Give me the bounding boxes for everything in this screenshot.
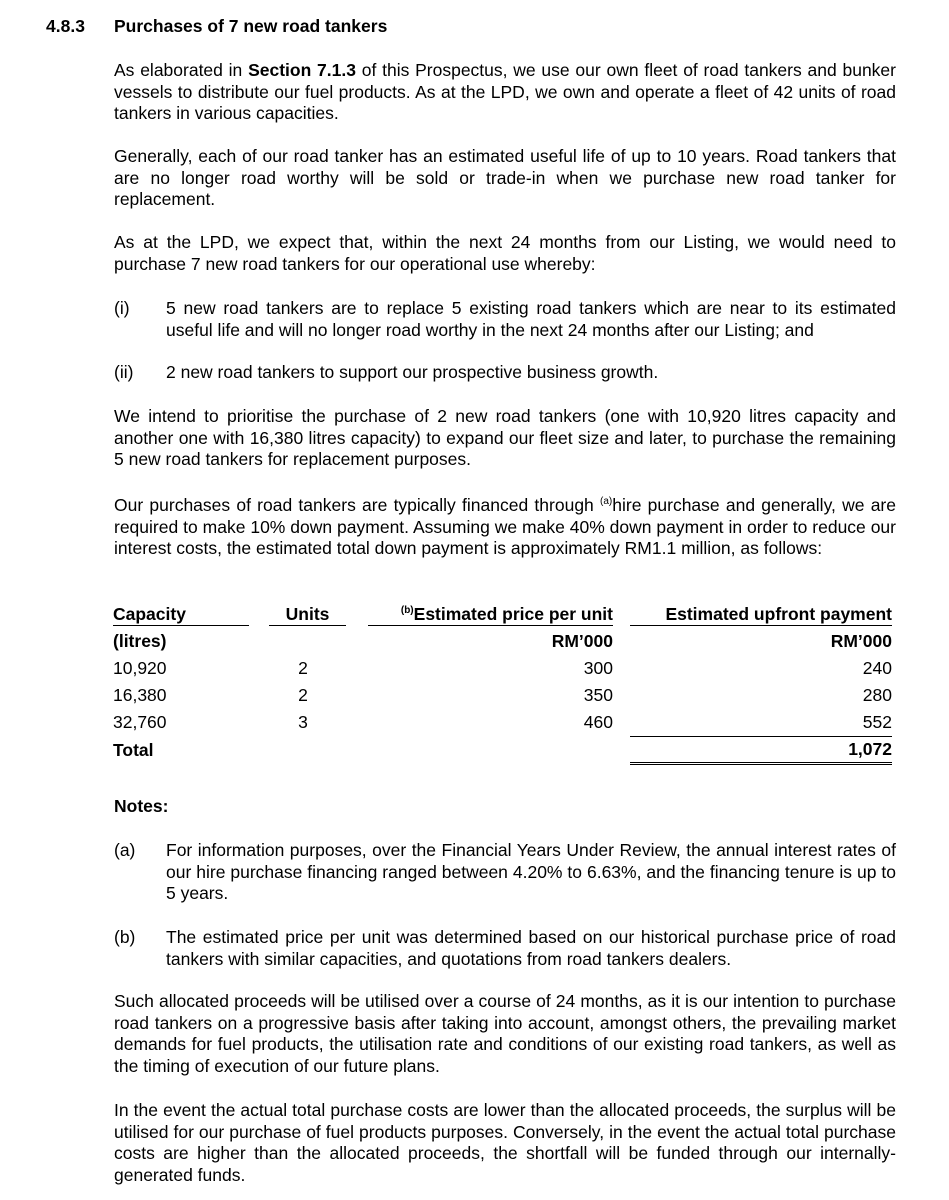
paragraph-purchase-need: As at the LPD, we expect that, within the next 24 months from our Listing, we would need to purchase 7 new road tankers for our operational use whereby: bbox=[114, 232, 896, 274]
list-item-replacement: 5 new road tankers are to replace 5 existing road tankers which are near to its estimated useful life and will no longer road worthy in the next 24 months after our Listing; and bbox=[166, 298, 896, 340]
paragraph-utilisation: Such allocated proceeds will be utilised over a course of 24 months, as it is our intention to purchase road tankers on a progressive basis after taking into account, amongst others, the prevailing market demands for fuel products, the utilisation rate and conditions of our existing road tankers, as well as the timing of execution of our future plans. bbox=[114, 991, 896, 1076]
header-price-cell bbox=[355, 601, 613, 628]
paragraph-fleet-text-rest: of this Prospectus, we use our own fleet of road tankers and bunker vessels to distribute our fuel products. As at the LPD, we own and operate a fleet of 42 units of road tankers in various capacities. bbox=[114, 60, 896, 123]
table-row bbox=[113, 655, 892, 682]
note-marker-a: (a) bbox=[114, 840, 136, 860]
footnote-ref-b: (b) bbox=[400, 604, 414, 616]
cell-units: 2 bbox=[298, 685, 308, 705]
total-value-cell bbox=[613, 736, 892, 765]
paragraph-financing bbox=[114, 491, 896, 560]
header-capacity: Capacity bbox=[113, 604, 249, 626]
cell-price: 460 bbox=[583, 712, 613, 732]
table-row bbox=[113, 709, 892, 736]
note-a: For information purposes, over the Financial Years Under Review, the annual interest rates of our hire purchase financing ranged between 4.20% to 6.63%, and the financing tenure is up to 5 years. bbox=[166, 840, 896, 903]
header-units-cell bbox=[251, 601, 355, 628]
paragraph-financing-text: Our purchases of road tankers are typically financed through bbox=[114, 495, 601, 515]
subheader-price: RM’000 bbox=[551, 631, 613, 651]
section-title: Purchases of 7 new road tankers bbox=[114, 16, 388, 36]
subheader-capacity: (litres) bbox=[113, 631, 167, 651]
total-label: Total bbox=[113, 740, 154, 760]
cell-upfront: 280 bbox=[862, 685, 892, 705]
list-marker-ii: (ii) bbox=[114, 362, 134, 382]
cell-price: 300 bbox=[583, 658, 613, 678]
section-number: 4.8.3 bbox=[46, 16, 85, 36]
total-price-empty bbox=[355, 736, 613, 765]
paragraph-fleet-text: As elaborated in bbox=[114, 60, 249, 80]
table-total-row bbox=[113, 736, 892, 765]
header-price-label: Estimated price per unit bbox=[413, 603, 613, 624]
table-row bbox=[113, 682, 892, 709]
footnote-ref-a: (a) bbox=[600, 496, 613, 507]
table-header-row bbox=[113, 601, 892, 628]
note-b: The estimated price per unit was determined based on our historical purchase price of road tankers with similar capacities, and quotations from road tankers dealers. bbox=[166, 927, 896, 969]
paragraph-fleet bbox=[114, 60, 896, 125]
paragraph-prioritise: We intend to prioritise the purchase of 2 new road tankers (one with 10,920 litres capacity and another one with 16,380 litres capacity) to expand our fleet size and later, to purchase the remaining 5 new road tankers for replacement purposes. bbox=[114, 406, 896, 469]
tanker-cost-table bbox=[113, 601, 892, 765]
paragraph-useful-life: Generally, each of our road tanker has an estimated useful life of up to 10 years. Road tankers that are no longer road worthy will be sold or trade-in when we purchase new road tanker for replacement. bbox=[114, 146, 896, 209]
subheader-units bbox=[251, 628, 355, 655]
list-marker-i: (i) bbox=[114, 298, 130, 318]
cell-capacity: 10,920 bbox=[113, 658, 167, 678]
header-upfront: Estimated upfront payment bbox=[630, 604, 892, 626]
cell-units: 3 bbox=[298, 712, 308, 732]
cell-price: 350 bbox=[583, 685, 613, 705]
header-capacity-cell bbox=[113, 601, 251, 628]
cell-capacity: 16,380 bbox=[113, 685, 167, 705]
cell-units: 2 bbox=[298, 658, 308, 678]
cell-upfront: 240 bbox=[862, 658, 892, 678]
table-subheader-row bbox=[113, 628, 892, 655]
header-price bbox=[368, 604, 613, 626]
paragraph-surplus-shortfall: In the event the actual total purchase costs are lower than the allocated proceeds, the surplus will be utilised for our purchase of fuel products purposes. Conversely, in the event the actual total purchase costs are higher than the allocated proceeds, the shortfall will be funded through our internally-generated funds. bbox=[114, 1100, 896, 1185]
note-marker-b: (b) bbox=[114, 927, 136, 947]
header-units: Units bbox=[269, 604, 346, 626]
cell-capacity: 32,760 bbox=[113, 712, 167, 732]
total-units-empty bbox=[251, 736, 355, 765]
notes-title: Notes: bbox=[114, 796, 169, 816]
subheader-upfront: RM’000 bbox=[830, 631, 892, 651]
cell-upfront: 552 bbox=[862, 712, 892, 732]
list-item-growth: 2 new road tankers to support our prospective business growth. bbox=[166, 362, 659, 382]
total-value: 1,072 bbox=[630, 736, 892, 765]
header-upfront-cell bbox=[613, 601, 892, 628]
paragraph-financing-text-rest: hire purchase and generally, we are required to make 10% down payment. Assuming we make 40% down payment in order to reduce our interest costs, the estimated total down payment is approximately RM1.1 million, as follows: bbox=[114, 495, 896, 558]
section-reference: Section 7.1.3 bbox=[248, 60, 356, 80]
